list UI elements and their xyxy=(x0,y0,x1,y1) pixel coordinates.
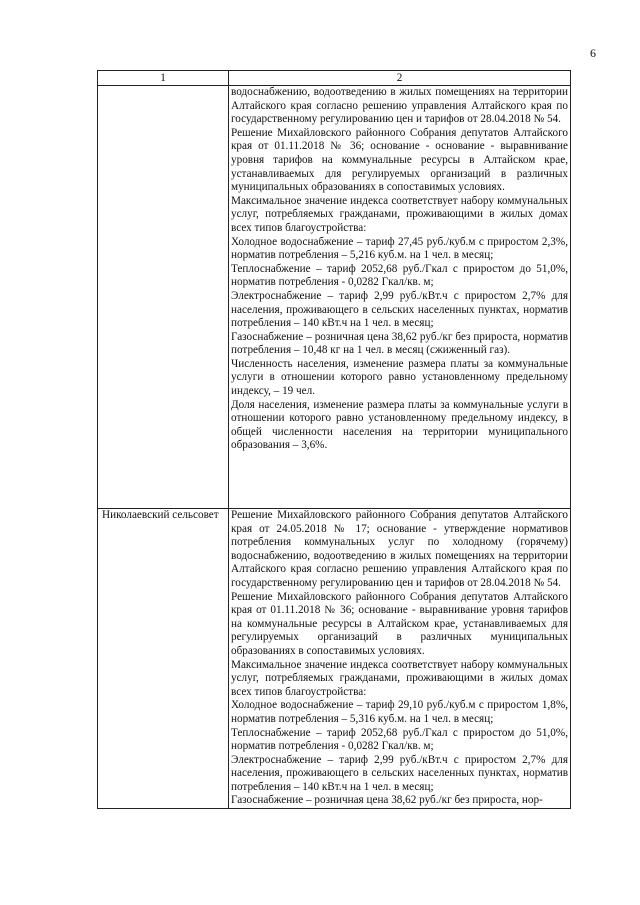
description-cell xyxy=(229,509,571,809)
paragraph: Теплоснабжение – тариф 2052,68 руб./Гкал с приростом до 51,0%, норматив потребления - 0,0282 Гкал/кв. м; xyxy=(231,262,568,289)
paragraph: Электроснабжение – тариф 2,99 руб./кВт.ч с приростом 2,7% для населения, проживающего в сельских населенных пунктах, норматив потребления – 140 кВт.ч на 1 чел. в месяц; xyxy=(231,289,568,330)
table-header-row xyxy=(98,71,571,86)
paragraph: Решение Михайловского районного Собрания депутатов Алтайского края от 01.11.2018 № 36; основание - выравнивание уровня тарифов на коммунальные ресурсы в Алтайском крае, устанавливаемых для регулируемых организаций в различных муниципальных образованиях в сопоставимых условиях. xyxy=(231,590,568,657)
page-number: 6 xyxy=(590,46,596,60)
paragraph: Численность населения, изменение размера платы за коммунальные услуги в отношении которого равно установленному предельному индексу, – 19 чел. xyxy=(231,357,568,398)
table-row xyxy=(98,509,571,809)
paragraph: Теплоснабжение – тариф 2052,68 руб./Гкал с приростом до 51,0%, норматив потребления - 0,0282 Гкал/кв. м; xyxy=(231,726,568,753)
paragraph: Максимальное значение индекса соответствует набору коммунальных услуг, потребляемых гражданами, проживающими в жилых домах всех типов благоустройства: xyxy=(231,658,568,698)
paragraph: Холодное водоснабжение – тариф 27,45 руб./куб.м с приростом 2,3%, норматив потребления – 5,216 куб.м. на 1 чел. в месяц; xyxy=(231,235,568,262)
paragraph: Газоснабжение – розничная цена 38,62 руб./кг без прироста, нор- xyxy=(231,794,543,807)
description-cell xyxy=(229,86,571,509)
paragraph: Газоснабжение – розничная цена 38,62 руб./кг без прироста, норматив потребления – 10,48 кг на 1 чел. в месяц (сжиженный газ). xyxy=(231,330,568,357)
paragraph: водоснабжению, водоотведению в жилых помещениях на территории Алтайского края согласно решению управления Алтайского края по государственному регулированию цен и тарифов от 28.04.2018 № 54. xyxy=(231,86,568,126)
column-header-2: 2 xyxy=(229,71,571,86)
municipality-cell: Николаевский сельсовет xyxy=(98,509,229,809)
table-row xyxy=(98,86,571,509)
paragraph: Доля населения, изменение размера платы за коммунальные услуги в отношении которого равно установленному предельному индексу, в общей численности населения на территории муниципального образования – 3,6%. xyxy=(231,398,568,452)
paragraph: Холодное водоснабжение – тариф 29,10 руб./куб.м с приростом 1,8%, норматив потребления – 5,316 куб.м. на 1 чел. в месяц; xyxy=(231,699,568,725)
paragraph: Максимальное значение индекса соответствует набору коммунальных услуг, потребляемых гражданами, проживающими в жилых домах всех типов благоустройства: xyxy=(231,194,568,234)
paragraph: Решение Михайловского районного Собрания депутатов Алтайского края от 01.11.2018 № 36; основание - основание - выравнивание уровня тарифов на коммунальные ресурсы в Алтайском крае, устанавливаемых для регулируемых организаций в различных муниципальных образованиях в сопоставимых условиях. xyxy=(231,126,568,194)
column-header-1: 1 xyxy=(98,71,229,86)
tariff-table xyxy=(97,70,571,809)
paragraph: Решение Михайловского районного Собрания депутатов Алтайского края от 24.05.2018 № 17; основание - утверждение нормативов потребления коммунальных услуг по холодному (горячему) водоснабжению, водоотведению в жилых помещениях на территории Алтайского края согласно решению управления Алтайского края по государственному регулированию цен и тарифов от 28.04.2018 № 54. xyxy=(231,509,568,589)
municipality-cell xyxy=(98,86,229,509)
paragraph: Электроснабжение – тариф 2,99 руб./кВт.ч с приростом 2,7% для населения, проживающего в сельских населенных пунктах, норматив потребления – 140 кВт.ч на 1 чел. в месяц; xyxy=(231,753,568,793)
